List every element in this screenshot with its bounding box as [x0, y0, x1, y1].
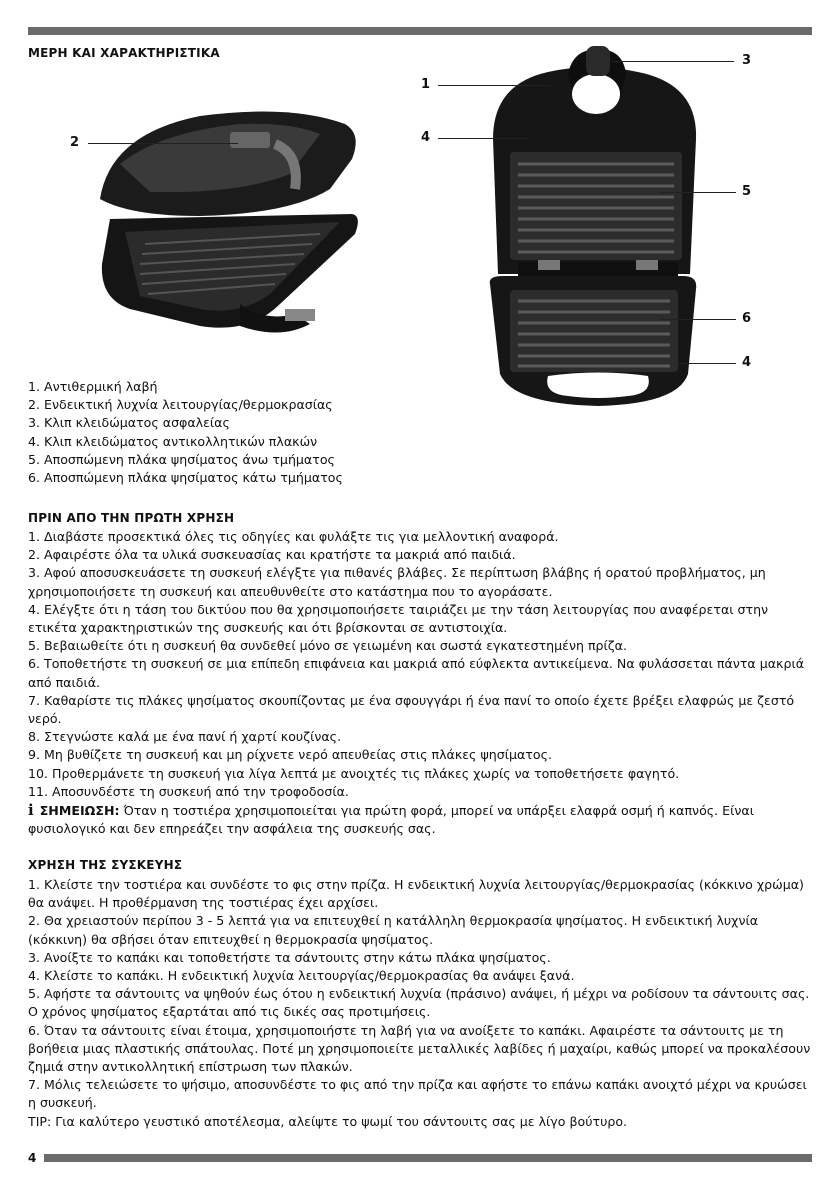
list-item: 6. Τοποθετήστε τη συσκευή σε μια επίπεδη επιφάνεια και μακριά από εύφλεκτα αντικείμενα. Να φυλάσσεται πάντα μακριά από παιδιά.	[28, 656, 805, 690]
callout-1: 1	[421, 77, 431, 92]
list-item: 10. Προθερμάνετε τη συσκευή για λίγα λεπτά με ανοιχτές τις πλάκες χωρίς να τοποθετήσετε φαγητό.	[28, 765, 680, 781]
callout-2: 2	[70, 135, 80, 150]
section-title-usage: ΧΡΗΣΗ ΤΗΣ ΣΥΣΚΕΥΗΣ	[28, 858, 183, 872]
before-first-use-list	[28, 528, 818, 838]
list-item: 7. Καθαρίστε τις πλάκες ψησίματος σκουπίζοντας με ένα σφουγγάρι ή ένα πανί το οποίο έχετε βρέξει ελαφρώς με ζεστό νερό.	[28, 692, 795, 727]
list-item: 3. Ανοίξτε το καπάκι και τοποθετήστε τα σάντουιτς στην κάτω πλάκα ψησίματος.	[28, 949, 551, 965]
page-number: 4	[28, 1151, 37, 1165]
section-title-before-first-use: ΠΡΙΝ ΑΠΟ ΤΗΝ ΠΡΩΤΗ ΧΡΗΣΗ	[28, 511, 235, 525]
list-item: 5. Βεβαιωθείτε ότι η συσκευή θα συνδεθεί μόνο σε γειωμένη και σωστά εγκατεστημένη πρίζα.	[28, 638, 627, 654]
list-item: 2. Θα χρειαστούν περίπου 3 - 5 λεπτά για να επιτευχθεί η κατάλληλη θερμοκρασία ψησίματος. Η ενδεικτική λυχνία (κόκκινη) θα σβήσει όταν επιτευχθεί η θερμοκρασία ψησίματος.	[28, 913, 759, 947]
top-rule	[28, 27, 812, 35]
section-title-parts: ΜΕΡΗ ΚΑΙ ΧΑΡΑΚΤΗΡΙΣΤΙΚΑ	[28, 46, 220, 60]
list-item: 1. Κλείστε την τοστιέρα και συνδέστε το φις στην πρίζα. Η ενδεικτική λυχνία λειτουργίας/θερμοκρασίας (κόκκινο χρώμα) θα ανάψει. Η προθέρμανση της τοστιέρας έχει αρχίσει.	[28, 877, 804, 911]
list-item: 5. Αποσπώμενη πλάκα ψησίματος άνω τμήματος	[28, 451, 335, 467]
list-item: 5. Αφήστε τα σάντουιτς να ψηθούν έως ότου η ενδεικτική λυχνία (πράσινο) ανάψει, ή μέχρι να ροδίσουν τα σάντουιτς σας. Ο χρόνος ψησίματος εξαρτάται από τις δικές σας προτιμήσεις.	[28, 986, 810, 1020]
list-item: 2. Ενδεικτική λυχνία λειτουργίας/θερμοκρασίας	[28, 397, 333, 413]
list-item: 11. Αποσυνδέστε τη συσκευή από την τροφοδοσία.	[28, 783, 349, 799]
callout-4-top: 4	[421, 130, 431, 145]
note	[28, 801, 818, 838]
callout-line-5	[660, 192, 736, 193]
tip: TIP: Για καλύτερο γευστικό αποτέλεσμα, αλείψτε το ψωμί του σάντουιτς σας με λίγο βούτυρο.	[28, 1113, 628, 1129]
bottom-rule	[44, 1154, 812, 1162]
callout-line-6	[660, 319, 736, 320]
callout-3: 3	[742, 53, 752, 68]
callout-line-2	[88, 143, 238, 144]
feature-list	[28, 378, 343, 487]
callout-line-1	[438, 85, 550, 86]
callout-line-4-bottom	[678, 363, 736, 364]
usage-list	[28, 876, 818, 1131]
list-item: 9. Μη βυθίζετε τη συσκευή και μη ρίχνετε νερό απευθείας στις πλάκες ψησίματος.	[28, 747, 552, 763]
list-item: 3. Αφού αποσυσκευάσετε τη συσκευή ελέγξτε για πιθανές βλάβες. Σε περίπτωση βλάβης ή ορατού προβλήματος, μη χρησιμοποιήσετε τη συσκευή και απευθυνθείτε στο κατάστημα που το αγοράσατε.	[28, 565, 766, 599]
note-text: Όταν η τοστιέρα χρησιμοποιείται για πρώτη φορά, μπορεί να υπάρξει ελαφρά οσμή ή καπνός. Είναι φυσιολογικό και δεν επηρεάζει την ασφάλεια της συσκευής σας.	[28, 803, 754, 837]
list-item: 8. Στεγνώστε καλά με ένα πανί ή χαρτί κουζίνας.	[28, 729, 342, 745]
list-item: 1. Διαβάστε προσεκτικά όλες τις οδηγίες και φυλάξτε τις για μελλοντική αναφορά.	[28, 529, 559, 544]
sandwich-maker-closed-image	[90, 104, 365, 339]
callout-4-bottom: 4	[742, 355, 752, 370]
info-icon: i	[28, 801, 34, 820]
callout-line-3	[612, 61, 734, 62]
list-item: 6. Όταν τα σάντουιτς είναι έτοιμα, χρησιμοποιήστε τη λαβή για να ανοίξετε το καπάκι. Αφαιρέστε τα σάντουιτς με τη βοήθεια μιας πλαστικής σπάτουλας. Ποτέ μη χρησιμοποιείτε μεταλλικές λαβίδες ή μαχαίρι, καθώς μπορεί να προκαλέσουν ζημιά στην αντικολλητική επίστρωση των πλακών.	[28, 1022, 811, 1075]
note-label: ΣΗΜΕΙΩΣΗ:	[39, 803, 120, 819]
list-item: 1. Αντιθερμική λαβή	[28, 379, 158, 394]
list-item: 4. Κλιπ κλειδώματος αντικολλητικών πλακών	[28, 433, 318, 449]
list-item: 4. Κλείστε το καπάκι. Η ενδεικτική λυχνία λειτουργίας/θερμοκρασίας θα ανάψει ξανά.	[28, 968, 575, 984]
callout-line-4-top	[438, 138, 528, 139]
list-item: 2. Αφαιρέστε όλα τα υλικά συσκευασίας και κρατήστε τα μακριά από παιδιά.	[28, 547, 516, 563]
list-item: 7. Μόλις τελειώσετε το ψήσιμο, αποσυνδέστε το φις από την πρίζα και αφήστε το επάνω καπάκι ανοιχτό μέχρι να κρυώσει η συσκευή.	[28, 1077, 807, 1111]
list-item: 3. Κλιπ κλειδώματος ασφαλείας	[28, 415, 230, 431]
callout-6: 6	[742, 311, 752, 326]
sandwich-maker-open-image	[478, 44, 708, 409]
list-item: 6. Αποσπώμενη πλάκα ψησίματος κάτω τμήματος	[28, 470, 343, 486]
callout-5: 5	[742, 184, 752, 199]
list-item: 4. Ελέγξτε ότι η τάση του δικτύου που θα χρησιμοποιήσετε ταιριάζει με την τάση λειτουργίας που αναφέρεται στην ετικέτα χαρακτηριστικών της συσκευής και ότι βρίσκονται σε αντιστοιχία.	[28, 601, 769, 636]
